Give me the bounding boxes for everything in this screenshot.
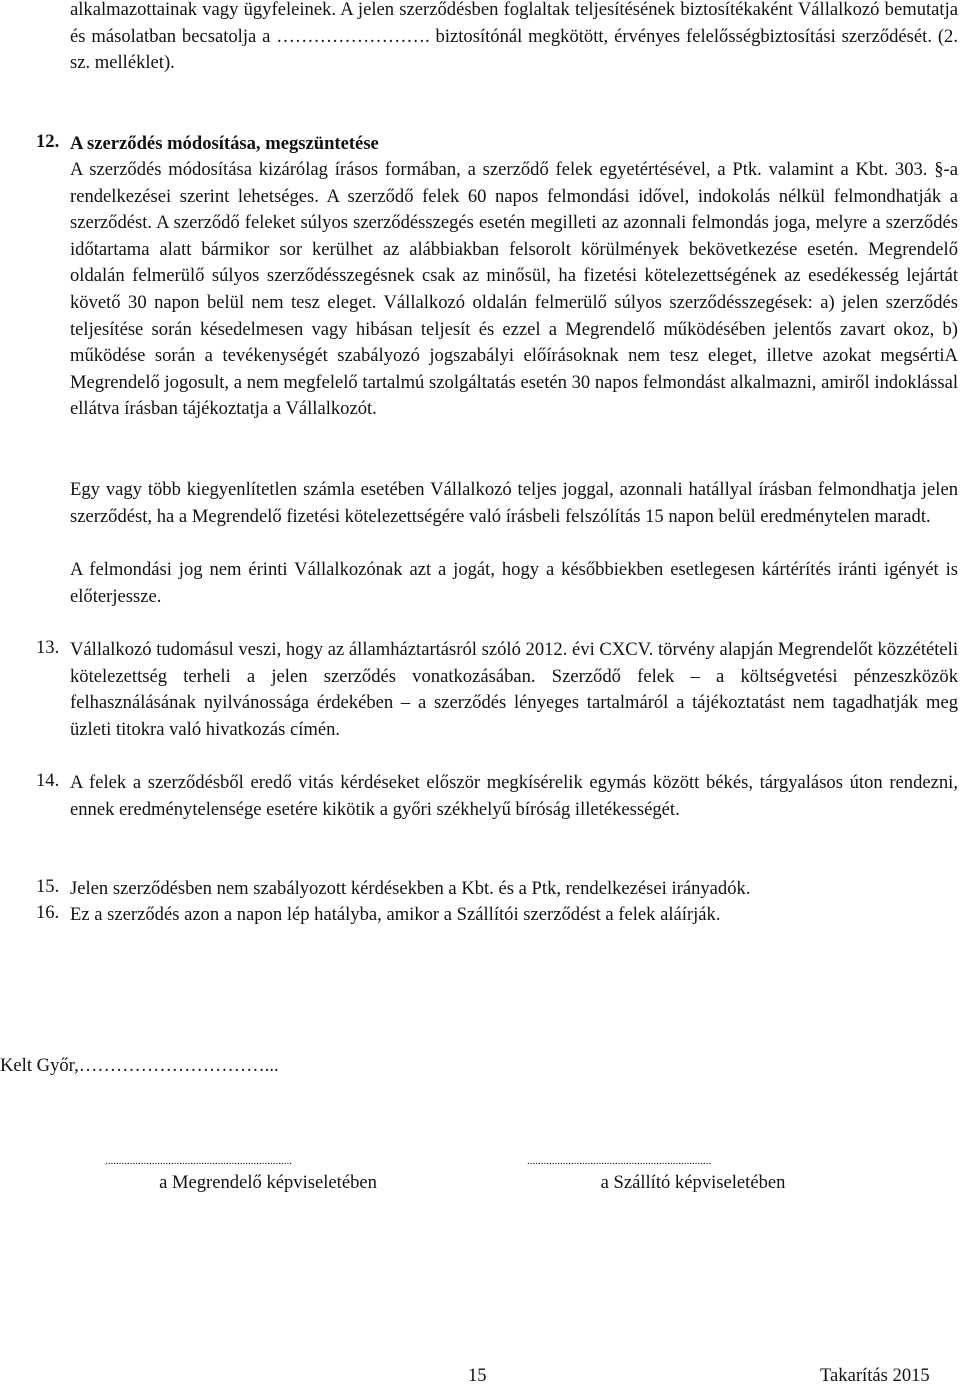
- signature-line-right: ...................................................................: [527, 1155, 712, 1167]
- section-12-body-3: A felmondási jog nem érinti Vállalkozónak azt a jogát, hogy a későbbiekben esetlegesen kártérítés iránti igényét is előterjessze.: [70, 559, 958, 607]
- signature-label-right: a Szállító képviseletében: [600, 1172, 786, 1193]
- section-14-number: 14.: [36, 770, 60, 791]
- section-16-number: 16.: [36, 902, 60, 923]
- intro-paragraph: alkalmazottainak vagy ügyfeleinek. A jelen szerződésben foglaltak teljesítésének biztosítékaként Vállalkozó bemutatja és másolatban becsatolja a ……………………. biztosítónál megkötött, érvényes felelősségbiztosítási szerződését. (2. sz. melléklet).: [70, 0, 958, 74]
- section-15-body: Jelen szerződésben nem szabályozott kérdésekben a Kbt. és a Ptk, rendelkezései irányadók.: [70, 878, 751, 899]
- section-12-heading: A szerződés módosítása, megszüntetése: [70, 133, 379, 154]
- section-13-body: Vállalkozó tudomásul veszi, hogy az államháztartásról szóló 2012. évi CXCV. törvény alapján Megrendelőt közzétételi kötelezettség terheli a jelen szerződés vonatkozásában. Szerződő felek – a költségvetési pénzeszközök felhasználásának nyilvánossága érdekében – a szerződés lényeges tartalmáról a tájékoztatást nem tagadhatják meg üzleti titokra való hivatkozás címén.: [70, 639, 958, 740]
- place-date: Kelt Győr,…………………………...: [0, 1055, 279, 1076]
- section-12-number: 12.: [36, 131, 60, 152]
- section-13-number: 13.: [36, 637, 60, 658]
- section-14-body: A felek a szerződésből eredő vitás kérdéseket először megkísérelik egymás között békés, tárgyalásos úton rendezni, ennek eredménytelensége esetére kikötik a győri székhelyű bíróság illetékességét.: [70, 772, 958, 820]
- section-12-body: A szerződés módosítása kizárólag írásos formában, a szerződő felek egyetértésével, a Ptk. valamint a Kbt. 303. §-a rendelkezései szerint lehetséges. A szerződő felek 60 napos felmondási idővel, indokolás nélkül felmondhatják a szerződést. A szerződő feleket súlyos szerződésszegés esetén megilleti az azonnali felmondás joga, melyre a szerződés időtartama alatt bármikor sor kerülhet az alábbiakban felsorolt körülmények bekövetkezése esetén. Megrendelő oldalán felmerülő súlyos szerződésszegésnek csak az minősül, ha fizetési kötelezettségének az esedékesség lejártát követő 30 napon belül nem tesz eleget. Vállalkozó oldalán felmerülő súlyos szerződésszegések: a) jelen szerződés teljesítése során késedelmesen vagy hibásan teljesít és ezzel a Megrendelő működésében jelentős zavart okoz, b) működése során a tevékenységét szabályozó jogszabályi előírásoknak nem tesz eleget, illetve azokat megsértiA Megrendelő jogosult, a nem megfelelő tartalmú szolgáltatás esetén 30 napos felmondást alkalmazni, amiről indoklással ellátva írásban tájékoztatja a Vállalkozót.: [70, 159, 958, 420]
- footer-page-number: 15: [468, 1365, 487, 1386]
- signature-label-left: a Megrendelő képviseletében: [159, 1172, 377, 1193]
- section-15-number: 15.: [36, 876, 60, 897]
- section-16-body: Ez a szerződés azon a napon lép hatályba, amikor a Szállítói szerződést a felek aláírják.: [70, 904, 721, 925]
- footer-doc-title: Takarítás 2015: [820, 1365, 930, 1386]
- section-12-body-2: Egy vagy több kiegyenlítetlen számla esetében Vállalkozó teljes joggal, azonnali hatállyal írásban felmondhatja jelen szerződést, ha a Megrendelő fizetési kötelezettségére való írásbeli felszólítás 15 napon belül eredménytelen maradt.: [70, 479, 958, 527]
- signature-line-left: ....................................................................: [105, 1155, 292, 1167]
